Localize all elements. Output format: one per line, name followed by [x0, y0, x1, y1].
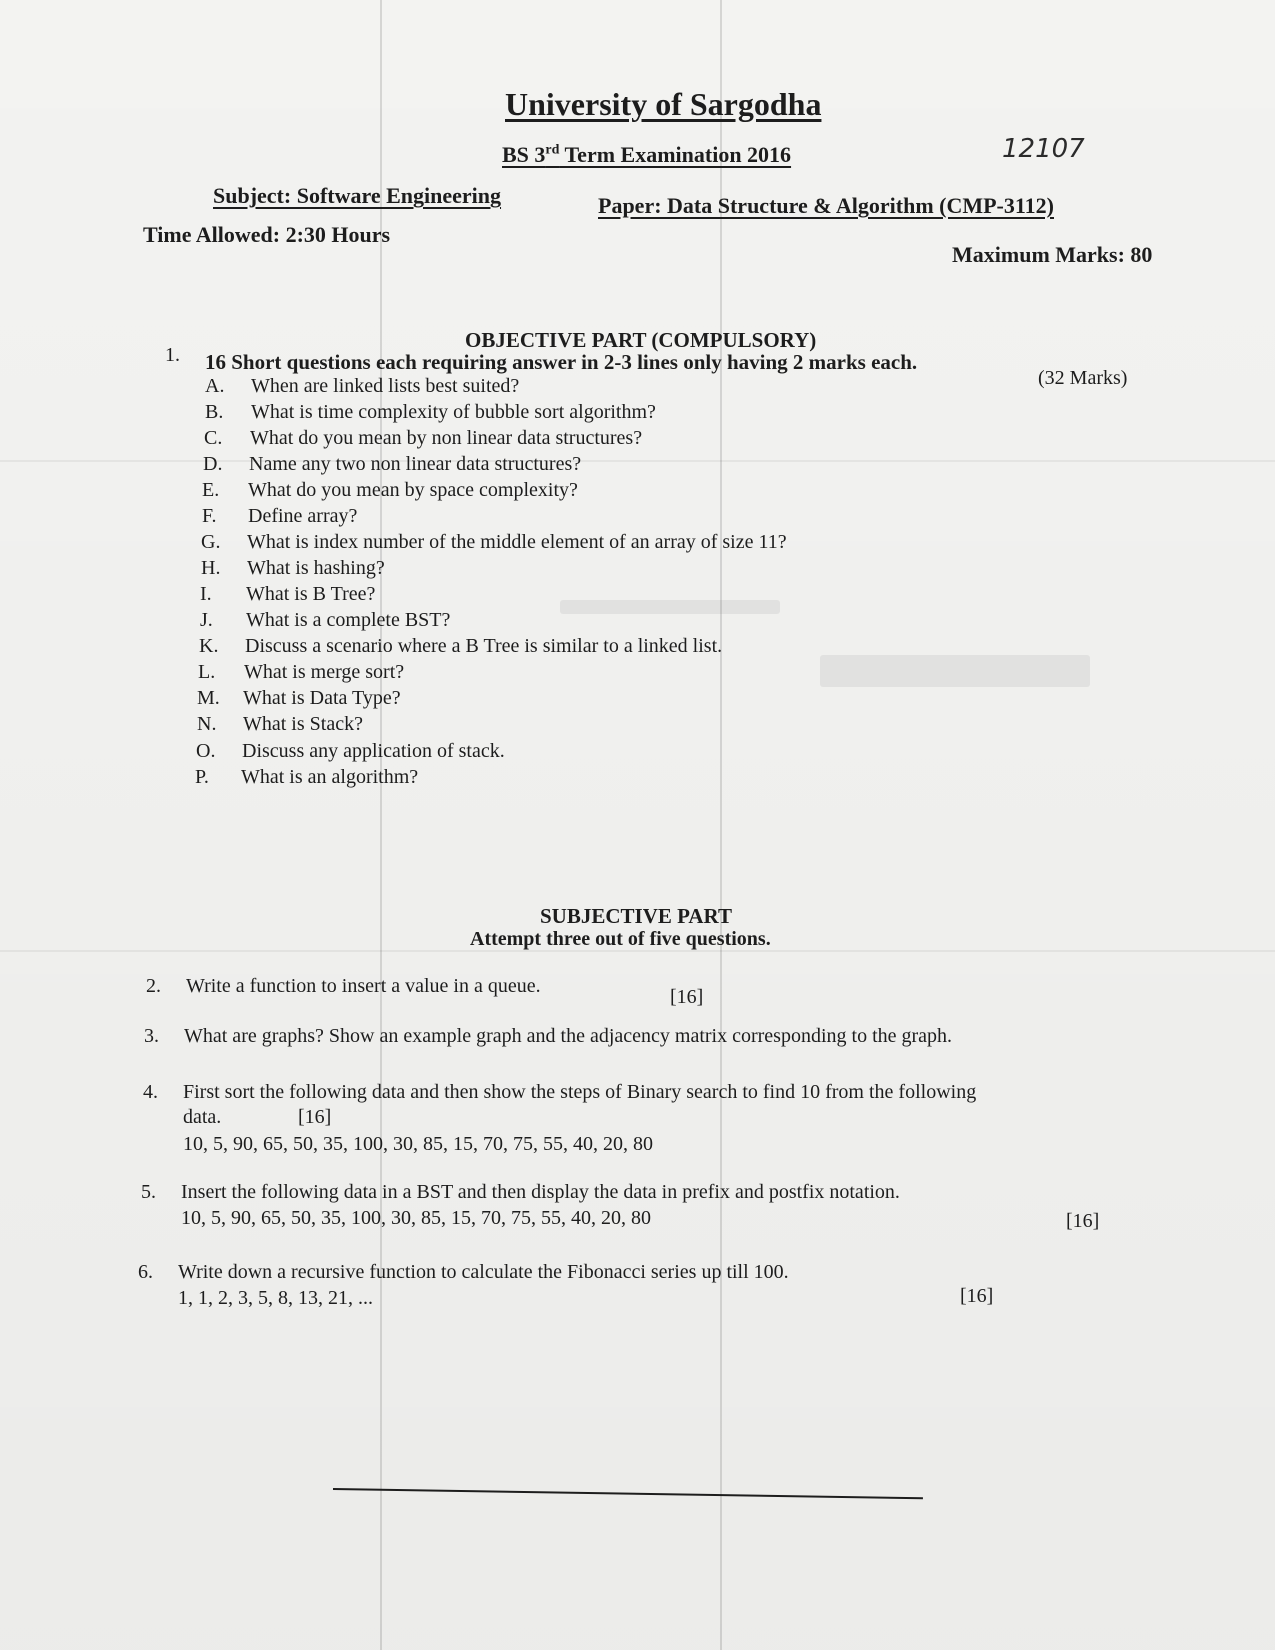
- question-6-marks: [16]: [960, 1285, 994, 1307]
- maximum-marks: Maximum Marks: 80: [952, 242, 1153, 267]
- question-letter: O.: [196, 740, 216, 762]
- fold-line: [0, 460, 1275, 462]
- question-data: 10, 5, 90, 65, 50, 35, 100, 30, 85, 15, 70, 75, 55, 40, 20, 80: [181, 1207, 651, 1229]
- question-number: 4.: [143, 1081, 158, 1103]
- question-text: What is a complete BST?: [246, 609, 451, 631]
- question-number: 6.: [138, 1261, 153, 1283]
- q1-number: 1.: [165, 344, 180, 366]
- question-text: What is an algorithm?: [241, 766, 419, 788]
- exam-prefix: BS 3: [502, 142, 546, 167]
- question-letter: K.: [199, 635, 219, 657]
- question-5-marks: [16]: [1066, 1210, 1100, 1232]
- objective-heading: OBJECTIVE PART (COMPULSORY): [465, 328, 817, 352]
- question-text: Write a function to insert a value in a queue.: [186, 975, 541, 997]
- q1-instruction: 16 Short questions each requiring answer in 2-3 lines only having 2 marks each.: [205, 350, 918, 374]
- exam-sup: rd: [545, 142, 560, 158]
- question-text: What is merge sort?: [244, 661, 405, 683]
- question-text: What is time complexity of bubble sort algorithm?: [251, 401, 656, 423]
- question-letter: D.: [203, 453, 223, 475]
- question-text: What are graphs? Show an example graph and the adjacency matrix corresponding to the graph.: [184, 1025, 953, 1047]
- question-letter: J.: [200, 609, 213, 631]
- smudge: [560, 600, 780, 614]
- question-text: Discuss any application of stack.: [242, 740, 505, 762]
- end-rule: [333, 1488, 923, 1499]
- question-letter: E.: [202, 479, 220, 501]
- q1-marks: (32 Marks): [1038, 367, 1128, 389]
- question-letter: M.: [197, 687, 220, 709]
- question-text: Name any two non linear data structures?: [249, 453, 582, 475]
- subjective-instruction: Attempt three out of five questions.: [470, 928, 771, 950]
- question-letter: L.: [198, 661, 216, 683]
- question-data: 10, 5, 90, 65, 50, 35, 100, 30, 85, 15, 70, 75, 55, 40, 20, 80: [183, 1133, 653, 1155]
- question-text: What is Data Type?: [243, 687, 401, 709]
- question-text: When are linked lists best suited?: [251, 375, 520, 397]
- handwritten-code: 12107: [1002, 134, 1085, 164]
- question-text: First sort the following data and then show the steps of Binary search to find 10 from the following: [183, 1081, 977, 1103]
- question-2-marks: [16]: [670, 986, 704, 1008]
- question-letter: C.: [204, 427, 223, 449]
- question-text: Write down a recursive function to calculate the Fibonacci series up till 100.: [178, 1261, 789, 1283]
- exam-suffix: Term Examination 2016: [559, 142, 792, 167]
- question-letter: H.: [201, 557, 221, 579]
- question-letter: I.: [200, 583, 212, 605]
- paper-line: Paper: Data Structure & Algorithm (CMP-3112): [598, 193, 1054, 218]
- question-text: What is B Tree?: [246, 583, 376, 605]
- question-letter: B.: [205, 401, 224, 423]
- question-letter: F.: [202, 505, 217, 527]
- subject-line: Subject: Software Engineering: [213, 183, 502, 208]
- smudge: [820, 655, 1090, 687]
- subjective-heading: SUBJECTIVE PART: [540, 904, 732, 928]
- question-text: What is hashing?: [247, 557, 385, 579]
- question-number: 3.: [144, 1025, 159, 1047]
- question-text: What is Stack?: [243, 713, 363, 735]
- question-number: 2.: [146, 975, 161, 997]
- question-letter: A.: [205, 375, 225, 397]
- time-allowed: Time Allowed: 2:30 Hours: [143, 222, 391, 247]
- question-text: Discuss a scenario where a B Tree is similar to a linked list.: [245, 635, 723, 657]
- question-letter: G.: [201, 531, 221, 553]
- question-text: What do you mean by space complexity?: [248, 479, 578, 501]
- question-data: 1, 1, 2, 3, 5, 8, 13, 21, ...: [178, 1287, 373, 1309]
- exam-title: [502, 142, 791, 168]
- question-letter: P.: [195, 766, 209, 788]
- question-text: What is index number of the middle element of an array of size 11?: [247, 531, 787, 553]
- question-text: Insert the following data in a BST and then display the data in prefix and postfix notation.: [181, 1181, 900, 1203]
- question-text-cont: data.: [183, 1106, 222, 1128]
- question-number: 5.: [141, 1181, 156, 1203]
- question-letter: N.: [197, 713, 217, 735]
- fold-line: [720, 0, 722, 1650]
- question-text: Define array?: [248, 505, 358, 527]
- question-4-marks: [16]: [298, 1106, 332, 1128]
- university-title: University of Sargodha: [505, 86, 822, 122]
- question-text: What do you mean by non linear data structures?: [250, 427, 643, 449]
